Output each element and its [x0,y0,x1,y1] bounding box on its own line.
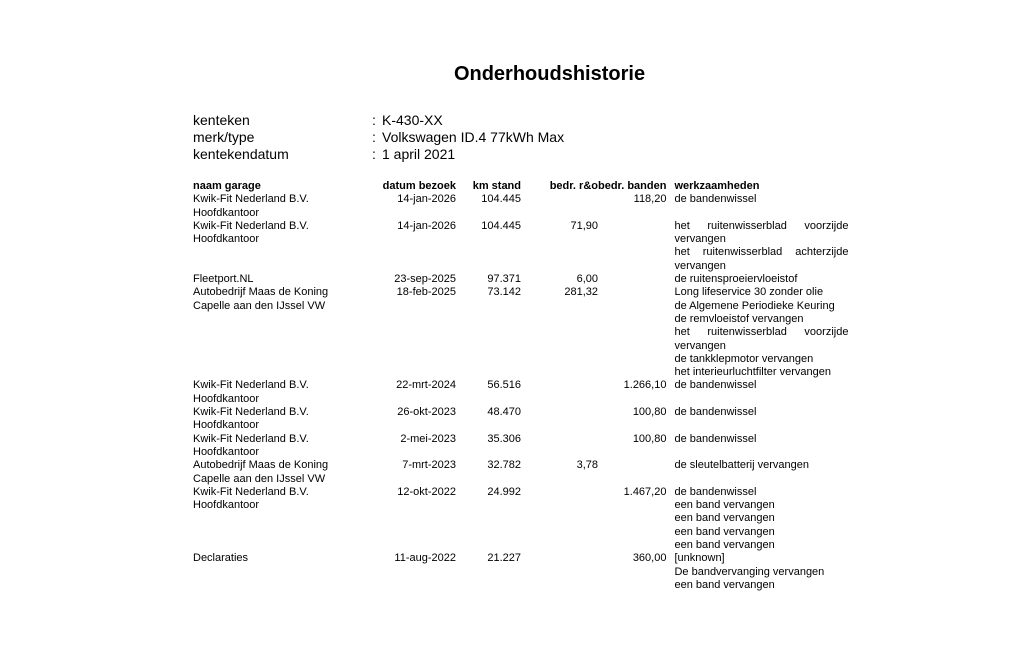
cell-km: 35.306 [487,432,521,445]
cell-banden: 1.266,10 [623,379,667,392]
work-item: de Algemene Periodieke Keuring [674,299,835,312]
work-item: het interieurluchtfilter vervangen [674,366,831,379]
header-banden: bedr. banden [598,180,667,192]
cell-werk [666,286,856,379]
cell-banden [598,220,666,273]
garage-name-line: Hoofdkantoor [193,392,260,405]
work-item: vervangen [674,339,726,352]
garage-name-line: Kwik-Fit Nederland B.V. [193,379,309,392]
cell-datum: 18-feb-2025 [396,286,456,299]
separator: : [372,146,376,162]
work-item: het ruitenwisserblad voorzijde [674,326,849,339]
work-item: vervangen [674,233,726,246]
cell-werk [666,406,856,433]
cell-banden: 118,20 [633,193,667,206]
work-item: een band vervangen [674,525,775,538]
type-row [193,129,564,146]
cell-datum: 14-jan-2026 [397,219,456,232]
garage-name-line: Capelle aan den IJssel VW [193,472,326,485]
header-werk: werkzaamheden [674,180,760,192]
cell-datum: 14-jan-2026 [397,193,456,206]
vehicle-info [193,112,564,163]
cell-banden: 1.467,20 [623,485,667,498]
cell-ro [521,552,598,592]
header-garage: naam garage [193,180,261,192]
cell-werk [666,193,856,220]
cell-ro: 71,90 [570,219,598,232]
table-row [193,220,856,273]
kenteken-label: kenteken [193,112,250,128]
work-item: de tankklepmotor vervangen [674,352,814,365]
work-item: de bandenwissel [674,432,757,445]
cell-banden: 360,00 [632,552,667,565]
cell-banden: 100,80 [632,406,667,419]
garage-name-line: Kwik-Fit Nederland B.V. [193,193,309,206]
cell-garage [193,552,368,592]
cell-werk [666,552,856,592]
cell-banden [598,273,666,286]
garage-name-line: Autobedrijf Maas de Koning [193,286,329,299]
cell-datum: 23-sep-2025 [394,273,456,286]
cell-ro: 6,00 [576,273,598,286]
datum-value: 1 april 2021 [382,146,456,162]
table-row [193,273,856,286]
table-row [193,486,856,552]
work-item: [unknown] [674,552,725,565]
cell-ro [521,486,598,552]
datum-label: kentekendatum [193,146,289,162]
cell-km: 32.782 [487,459,521,472]
header-datum: datum bezoek [382,180,456,192]
kenteken-value: K-430-XX [382,112,443,128]
garage-name-line: Capelle aan den IJssel VW [193,299,326,312]
cell-garage [193,433,368,460]
cell-ro [521,406,598,433]
garage-name-line: Hoofdkantoor [193,499,260,512]
cell-garage [193,193,368,220]
cell-ro [521,433,598,460]
cell-ro [521,193,598,220]
work-item: een band vervangen [674,539,775,552]
cell-km: 56.516 [487,379,521,392]
type-label: merk/type [193,129,255,145]
cell-datum: 26-okt-2023 [397,406,456,419]
cell-garage [193,406,368,433]
cell-werk [666,486,856,552]
table-row [193,406,856,433]
type-value: Volkswagen ID.4 77kWh Max [382,129,565,145]
table-header-row [193,180,856,193]
table-row [193,286,856,379]
garage-name-line: Autobedrijf Maas de Koning [193,459,329,472]
table-row [193,379,856,406]
separator: : [372,112,376,128]
cell-garage [193,379,368,406]
header-ro: bedr. r&o [549,180,598,192]
work-item: de sleutelbatterij vervangen [674,459,809,472]
cell-datum: 22-mrt-2024 [396,379,456,392]
cell-km: 97.371 [487,273,521,286]
cell-datum: 12-okt-2022 [397,485,456,498]
work-item: de bandenwissel [674,193,757,206]
cell-garage [193,273,368,286]
cell-km: 73.142 [487,286,521,299]
cell-garage [193,286,368,379]
work-item: de remvloeistof vervangen [674,312,804,325]
work-item: De bandvervanging vervangen [674,565,825,578]
garage-name-line: Hoofdkantoor [193,233,260,246]
cell-banden [598,459,666,486]
separator: : [372,129,376,145]
garage-name-line: Hoofdkantoor [193,419,260,432]
table-body [193,193,856,592]
work-item: de bandenwissel [674,379,757,392]
cell-werk [666,273,856,286]
cell-ro: 3,78 [576,459,598,472]
work-item: de bandenwissel [674,406,757,419]
table-row [193,459,856,486]
work-item: een band vervangen [674,578,775,591]
cell-km: 21.227 [487,552,521,565]
work-item: de ruitensproeiervloeistof [674,273,798,286]
garage-name-line: Kwik-Fit Nederland B.V. [193,432,309,445]
page-title: Onderhoudshistorie [453,63,646,85]
table-row [193,193,856,220]
garage-name-line: Fleetport.NL [193,273,254,286]
datum-row [193,146,564,163]
cell-datum: 7-mrt-2023 [402,459,456,472]
garage-name-line: Hoofdkantoor [193,445,260,458]
cell-datum: 2-mei-2023 [400,432,456,445]
garage-name-line: Kwik-Fit Nederland B.V. [193,406,309,419]
cell-werk [666,433,856,460]
cell-garage [193,220,368,273]
garage-name-line: Declaraties [193,552,249,565]
work-item: de bandenwissel [674,485,757,498]
cell-ro [521,379,598,406]
cell-werk [666,459,856,486]
work-item: een band vervangen [674,512,775,525]
work-item: Long lifeservice 30 zonder olie [674,286,824,299]
cell-datum: 11-aug-2022 [394,552,456,565]
garage-name-line: Kwik-Fit Nederland B.V. [193,219,309,232]
work-item: vervangen [674,259,726,272]
cell-werk [666,220,856,273]
garage-name-line: Hoofdkantoor [193,206,260,219]
work-item: het ruitenwisserblad achterzijde [674,246,849,259]
cell-ro: 281,32 [564,286,598,299]
work-item: het ruitenwisserblad voorzijde [674,219,849,232]
header-km: km stand [472,180,521,192]
cell-garage [193,459,368,486]
kenteken-row [193,112,564,129]
table-row [193,552,856,592]
cell-km: 48.470 [487,406,521,419]
cell-km: 104.445 [481,193,521,206]
cell-banden: 100,80 [632,432,667,445]
cell-werk [666,379,856,406]
table-row [193,433,856,460]
cell-km: 24.992 [487,485,521,498]
cell-banden [598,286,666,379]
cell-garage [193,486,368,552]
work-item: een band vervangen [674,499,775,512]
maintenance-table [193,180,856,592]
garage-name-line: Kwik-Fit Nederland B.V. [193,485,309,498]
cell-km: 104.445 [481,219,521,232]
